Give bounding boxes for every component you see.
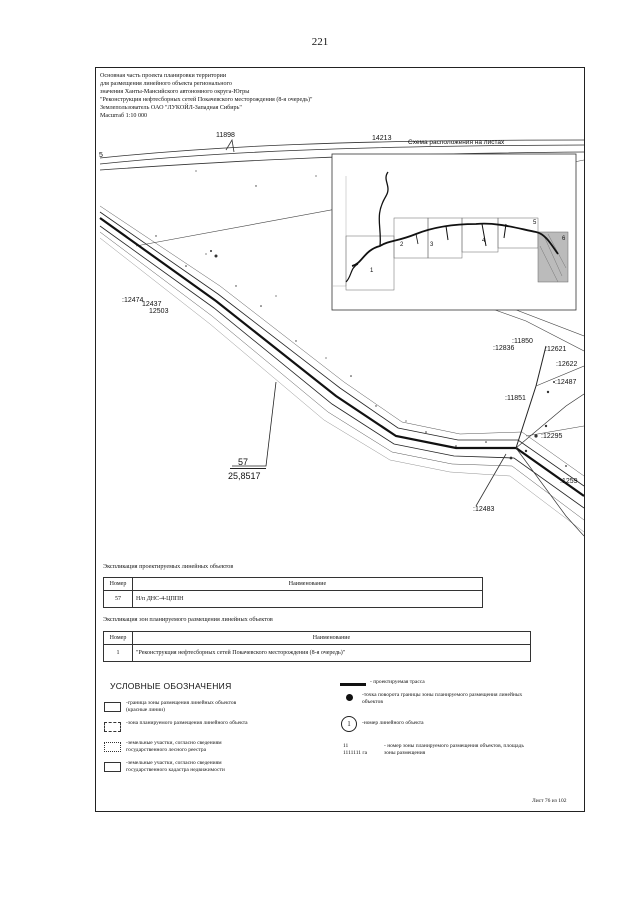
header-line: для размещения линейного объекта регионального [100,81,232,88]
table-header-row [104,578,483,591]
inset-sheet-number: 3 [430,242,434,248]
table-header-cell: Наименование [133,578,483,591]
parcel-label: 14213 [372,135,392,142]
inset-map [332,154,576,310]
legend-item: -точка поворота границы зоны планируемого размещения линейных объектов [362,692,523,705]
legend-item: - проектируемая трасса [370,679,425,685]
parcel-label: :12295 [541,433,563,440]
header-line: "Реконструкция нефтесборных сетей Покачевского месторождения (8-я очередь)" [100,97,313,104]
table-row [104,591,483,608]
legend-item: -земельные участки, согласно сведениям государственного кадастра недвижимости [126,760,225,773]
header-line: Землепользователь ОАО "ЛУКОЙЛ-Западная Сибирь" [100,105,242,112]
table-cell: 1 [104,645,133,662]
parcel-label: 12503 [149,308,169,315]
header-line: Масштаб 1:10 000 [100,113,148,120]
parcel-label: :12622 [556,361,578,368]
legend-item: -земельные участки, согласно сведениям государственного лесного реестра [126,740,222,753]
legend-item: -номер линейного объекта [362,720,424,726]
parcel-label: :12621 [545,346,567,353]
zone-area-sample: 1111111 га [343,750,368,756]
inset-sheet-number: 4 [482,238,486,244]
parcel-label: :12487 [555,379,577,386]
callout-area: 25,8517 [228,471,261,481]
table-header-cell: Наименование [133,632,531,645]
table2-caption: Экспликация зон планируемого размещения линейных объектов [103,616,273,623]
inset-sheet-number: 2 [400,242,404,248]
forest-register-swatch [104,742,121,752]
zone-number-sample: 11 [343,743,349,749]
table-header-cell: Номер [104,578,133,591]
parcel-label: :1259 [560,478,578,485]
inset-title: Схема расположения на листах [408,139,505,146]
inset-sheet-number: 6 [562,236,566,242]
parcel-label: :12474 [122,297,144,304]
placement-zone-swatch [104,722,121,732]
turning-point-swatch [346,694,353,701]
linear-objects-table [103,577,483,608]
table1-caption: Экспликация проектируемых линейных объектов [103,563,234,570]
placement-zones-table [103,631,531,662]
cadastre-swatch [104,762,121,772]
parcel-label: :12836 [493,345,515,352]
table-header-row [104,632,531,645]
callout-divider [230,468,266,469]
parcel-label: :11851 [505,395,526,402]
table-cell: Н/п ДНС-4-ЦППН [133,591,483,608]
parcel-label: :11850 [512,338,533,345]
callout-leader [232,382,276,466]
parcel-label: :12483 [473,506,495,513]
table-cell: 57 [104,591,133,608]
parcel-label: 5 [99,152,103,159]
callout-number: 57 [238,457,249,467]
designed-route-swatch [340,683,366,686]
legend-item: -граница зоны размещения линейных объектов (красные линии) [126,700,237,713]
legend-item: -зона планируемого размещения линейного объекта [126,720,248,726]
object-number-circle: 1 [341,716,357,732]
inset-sheet-number: 1 [370,268,374,274]
legend-title: УСЛОВНЫЕ ОБОЗНАЧЕНИЯ [110,681,232,691]
table-cell: "Реконструкция нефтесборных сетей Покачевского месторождения (8-я очередь)" [133,645,531,662]
sheet-number-label: Лист 76 из 102 [532,798,567,804]
page-number: 221 [311,36,329,48]
table-row [104,645,531,662]
red-line-boundary-swatch [104,702,121,712]
sheet-header [100,72,480,121]
parcel-label: 12437 [142,301,162,308]
legend-item: - номер зоны планируемого размещения объектов, площадь зоны размещения [384,743,524,756]
parcel-label: 11898 [216,132,235,139]
table-header-cell: Номер [104,632,133,645]
header-line: значения Ханты-Мансийского автономного округа-Югры [100,89,250,96]
inset-sheet-number: 5 [533,220,537,226]
header-line: Основная часть проекта планировки территории [100,73,227,79]
